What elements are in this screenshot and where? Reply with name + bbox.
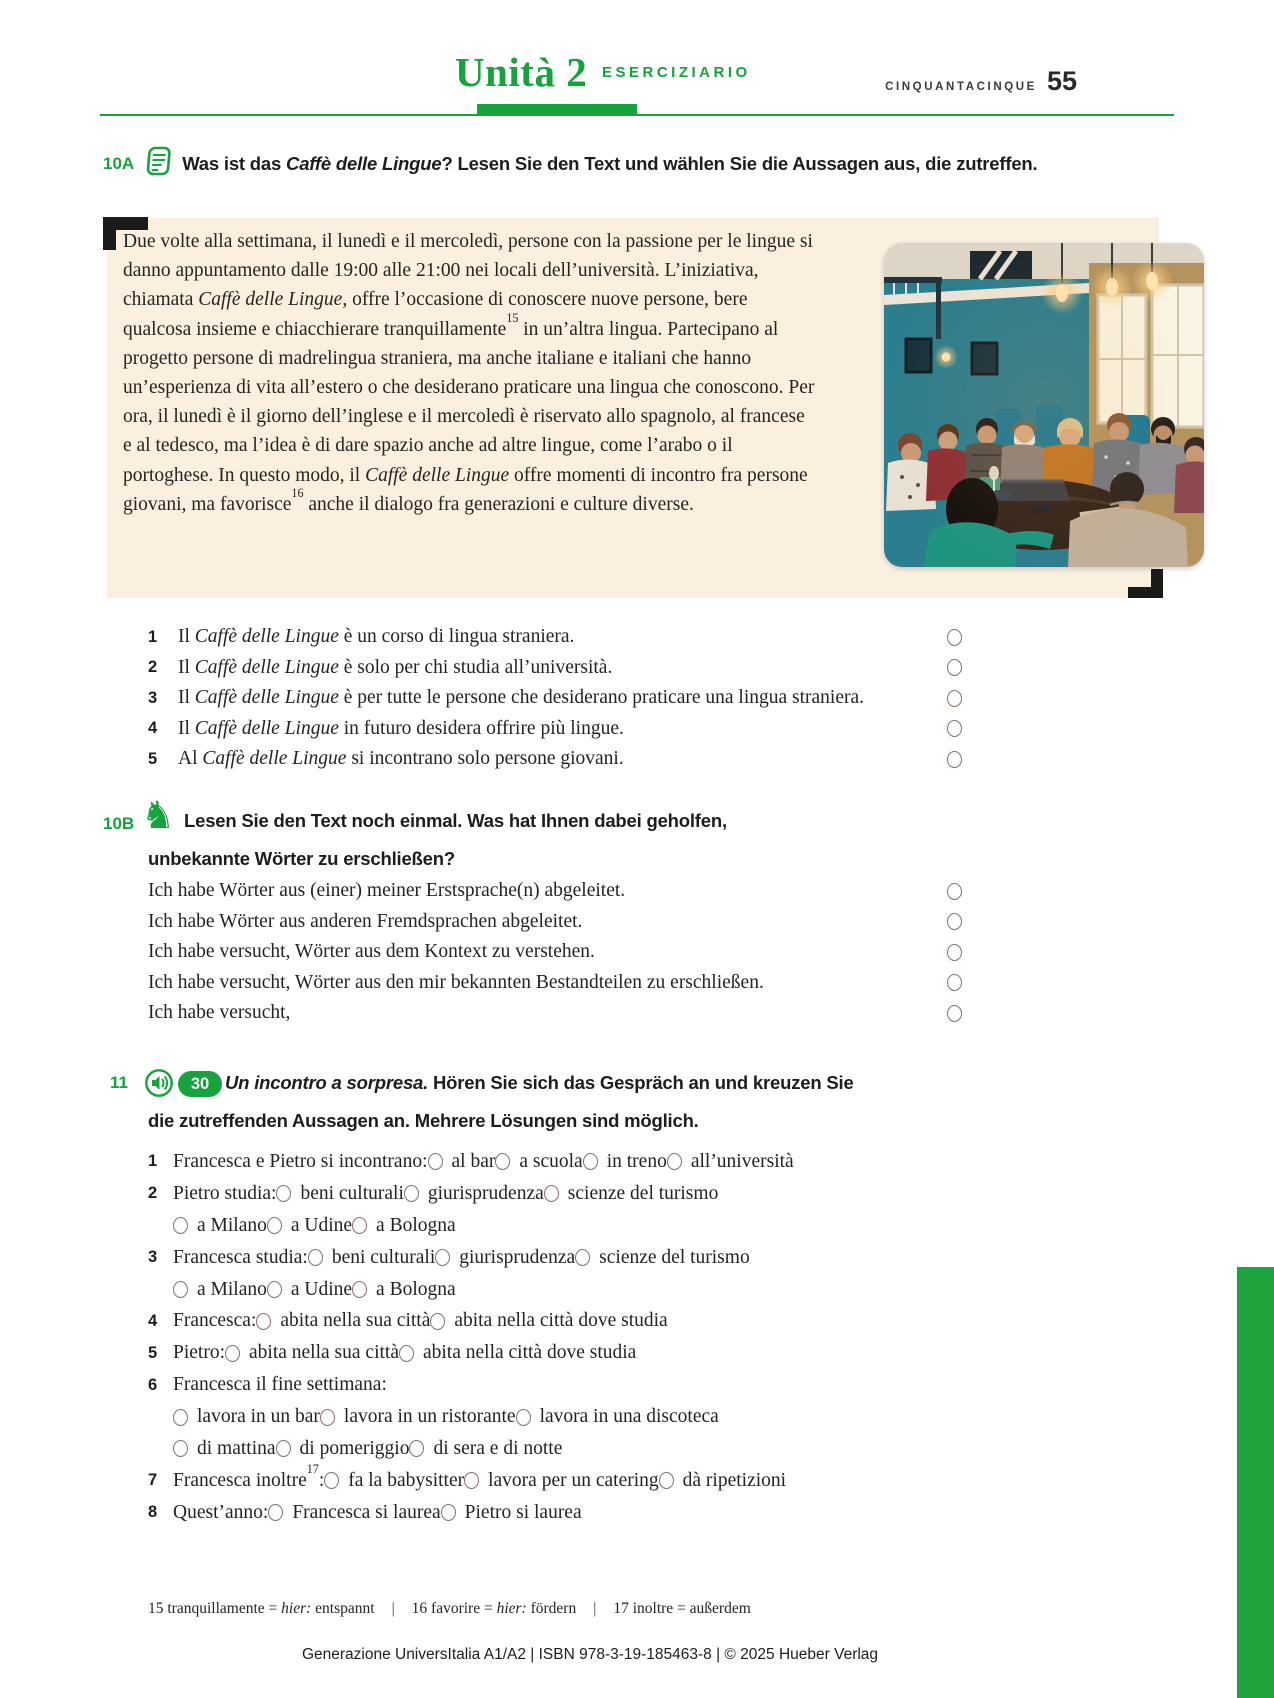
mc-option-label: giurisprudenza	[459, 1246, 576, 1268]
mc-option-label: a Milano	[197, 1214, 267, 1236]
mc-option-label: in treno	[606, 1150, 667, 1172]
strategy-option-row	[148, 907, 962, 938]
radio-circle[interactable]	[441, 1504, 456, 1521]
mc-row-number: 5	[148, 1343, 158, 1362]
mc-option[interactable]	[267, 1279, 352, 1301]
exercise-11-title-rest: Hören Sie sich das Gespräch an und kreuzen Sie	[428, 1072, 854, 1093]
radio-circle[interactable]	[409, 1440, 424, 1457]
mc-option-label: a Bologna	[376, 1278, 456, 1300]
mc-row-label: Francesca:	[173, 1310, 257, 1332]
mc-option-label: abita nella sua città	[249, 1342, 399, 1364]
mc-row-number: 6	[148, 1375, 158, 1394]
mc-option-label: al bar	[451, 1150, 496, 1172]
mc-option[interactable]	[516, 1406, 719, 1428]
mc-option[interactable]	[435, 1247, 575, 1269]
mc-row-label: Francesca inoltre$^{17}$:	[173, 1461, 325, 1491]
radio-circle[interactable]	[667, 1153, 682, 1170]
mc-option[interactable]	[352, 1215, 456, 1237]
radio-circle[interactable]	[173, 1217, 188, 1234]
mc-option-label: di pomeriggio	[299, 1437, 410, 1459]
mc-option[interactable]	[399, 1342, 636, 1364]
mc-option-label: giurisprudenza	[427, 1182, 544, 1204]
mc-option-label: all’università	[690, 1150, 794, 1172]
exercise-number-10a: 10A	[103, 153, 135, 173]
mc-row	[148, 1146, 1160, 1178]
mc-option[interactable]	[267, 1215, 352, 1237]
statement-number: 2	[148, 658, 158, 677]
mc-option[interactable]	[276, 1183, 403, 1205]
strategy-option-list	[148, 876, 962, 1029]
unit-title: Unità 2	[455, 49, 588, 95]
mc-option[interactable]	[409, 1438, 562, 1460]
exercise-number-10b: 10B	[103, 814, 135, 833]
mc-option-label: lavora in una discoteca	[539, 1406, 719, 1428]
radio-circle[interactable]	[947, 751, 962, 768]
mc-option[interactable]	[495, 1151, 582, 1173]
radio-circle[interactable]	[575, 1249, 590, 1266]
radio-circle[interactable]	[947, 659, 962, 676]
mc-option-label: beni culturali	[300, 1182, 404, 1204]
mc-option[interactable]	[256, 1310, 430, 1332]
statement-row	[148, 683, 962, 714]
mc-option[interactable]	[173, 1438, 276, 1460]
mc-row	[148, 1178, 1160, 1210]
radio-circle[interactable]	[267, 1217, 282, 1234]
radio-circle[interactable]	[267, 1281, 282, 1298]
mc-option-label: di mattina	[197, 1437, 276, 1459]
exercise-11-title-line1	[225, 1072, 854, 1094]
statement-text: Il Caffè delle Lingue è per tutte le persone che desiderano praticare una lingua straniera.	[178, 687, 865, 709]
statement-number: 3	[148, 688, 158, 707]
strategy-option-row	[148, 998, 962, 1029]
statement-number: 1	[148, 627, 158, 646]
mc-row-label: Pietro:	[173, 1342, 225, 1364]
mc-option-label: di sera e di notte	[433, 1437, 563, 1459]
radio-circle[interactable]	[947, 974, 962, 991]
imprint-line: Generazione UniversItalia A1/A2 | ISBN 978-3-19-185463-8 | © 2025 Hueber Verlag	[301, 1646, 879, 1663]
statement-text: Al Caffè delle Lingue si incontrano solo persone giovani.	[178, 748, 624, 770]
mc-row	[148, 1242, 1160, 1274]
exercise-11-title-line2: die zutreffenden Aussagen an. Mehrere Lösungen sind möglich.	[148, 1110, 699, 1131]
chess-knight-icon: ♞	[141, 793, 176, 837]
mc-option-label: a Udine	[290, 1278, 353, 1300]
radio-circle[interactable]	[404, 1185, 419, 1202]
radio-circle[interactable]	[324, 1472, 339, 1489]
exercise-10a-header	[103, 146, 1037, 181]
statement-row	[148, 744, 962, 775]
radio-circle[interactable]	[435, 1249, 450, 1266]
mc-option-label: lavora in un ristorante	[343, 1406, 516, 1428]
mc-option-label: a Milano	[197, 1278, 267, 1300]
mc-row	[148, 1497, 1160, 1529]
mc-option[interactable]	[667, 1151, 794, 1173]
mc-option[interactable]	[659, 1470, 786, 1492]
radio-circle[interactable]	[947, 1005, 962, 1022]
mc-row-number: 4	[148, 1311, 158, 1330]
mc-option-label: abita nella sua città	[280, 1310, 431, 1332]
strategy-option-row	[148, 876, 962, 907]
mc-row-label: Pietro studia:	[173, 1182, 277, 1204]
mc-row-label: Quest’anno:	[173, 1501, 269, 1523]
mc-option-label: abita nella città dove studia	[422, 1342, 637, 1364]
reading-paragraph: Due volte alla settimana, il lunedì e il mercoledì, persone con la passione per le lingue si danno appuntamento dalle 19:00 alle 21:00 nei locali dell’università. L’iniziativa, chiamata Caffè delle Lingue, offre l’occasione di conoscere nuove persone, bere qualcosa insieme e chiacchierare tranquillamente$^{15}$ in un’altra lingua. Partecipano al progetto persone di madrelingua straniera, ma anche italiane e italiani che hanno un’esperienza di vita all’estero o che desiderano praticare una lingua che conoscono. Per ora, il lunedì è il giorno dell’inglese e il mercoledì è riservato allo spagnolo, al francese e al tedesco, ma l’idea è di dare spazio anche ad altre lingue, come l’arabo o il portoghese. In questo modo, il Caffè delle Lingue offre momenti di incontro fra persone giovani, ma favorisce$^{16}$ anche il dialogo fra generazioni e culture diverse.	[123, 231, 815, 515]
mc-row	[148, 1337, 1160, 1369]
radio-circle[interactable]	[399, 1345, 414, 1362]
mc-option[interactable]	[320, 1406, 516, 1428]
mc-row	[148, 1369, 1160, 1401]
mc-option[interactable]	[276, 1438, 410, 1460]
speaker-icon	[144, 1068, 174, 1103]
mc-row-label: Francesca il fine settimana:	[173, 1374, 387, 1396]
strategy-option-text: Ich habe Wörter aus anderen Fremdsprachen abgeleitet.	[148, 910, 583, 932]
statement-list	[148, 622, 962, 775]
strategy-option-text: Ich habe versucht, Wörter aus den mir bekannten Bestandteilen zu erschließen.	[148, 971, 764, 993]
mc-option-label: a Bologna	[376, 1214, 456, 1236]
frame-corner-top-left	[103, 217, 148, 250]
header-rule	[100, 114, 1174, 116]
mc-row-label: Francesca e Pietro si incontrano:	[173, 1150, 428, 1172]
radio-circle[interactable]	[276, 1440, 291, 1457]
footnotes: 15 tranquillamente = hier: entspannt | 16 favorire = hier: fördern | 17 inoltre = außerdem	[148, 1600, 751, 1617]
mc-row	[148, 1433, 1160, 1465]
mc-option[interactable]	[464, 1470, 659, 1492]
radio-circle[interactable]	[947, 720, 962, 737]
mc-row	[148, 1274, 1160, 1306]
mc-option[interactable]	[428, 1151, 496, 1173]
mc-option-label: a scuola	[519, 1150, 583, 1172]
mc-row-number: 2	[148, 1184, 158, 1203]
mc-option[interactable]	[583, 1151, 667, 1173]
radio-circle[interactable]	[495, 1153, 510, 1170]
radio-circle[interactable]	[276, 1185, 291, 1202]
radio-circle[interactable]	[583, 1153, 598, 1170]
mc-row	[148, 1210, 1160, 1242]
page-number-word: CINQUANTACINQUE	[885, 81, 1037, 93]
radio-circle[interactable]	[947, 913, 962, 930]
statement-text: Il Caffè delle Lingue è solo per chi studia all’università.	[178, 656, 613, 678]
radio-circle[interactable]	[173, 1281, 188, 1298]
mc-option[interactable]	[225, 1342, 399, 1364]
mc-row	[148, 1461, 1160, 1497]
document-icon	[144, 146, 173, 181]
mc-row-number: 8	[148, 1503, 158, 1522]
radio-circle[interactable]	[947, 944, 962, 961]
radio-circle[interactable]	[225, 1345, 240, 1362]
radio-circle[interactable]	[516, 1409, 531, 1426]
cafe-photo	[884, 243, 1204, 567]
mc-option[interactable]	[352, 1279, 456, 1301]
radio-circle[interactable]	[947, 883, 962, 900]
mc-row-number: 7	[148, 1471, 158, 1490]
exercise-11-title-italic: Un incontro a sorpresa.	[225, 1072, 429, 1093]
radio-circle[interactable]	[428, 1153, 443, 1170]
mc-row	[148, 1305, 1160, 1337]
statement-number: 4	[148, 719, 158, 738]
mc-row-number: 1	[148, 1152, 158, 1171]
statement-text: Il Caffè delle Lingue in futuro desidera offrire più lingue.	[178, 717, 624, 739]
strategy-option-text: Ich habe Wörter aus (einer) meiner Erstsprache(n) abgeleitet.	[148, 880, 626, 902]
strategy-option-text: Ich habe versucht,	[148, 1002, 291, 1024]
mc-option-label: scienze del turismo	[567, 1182, 719, 1204]
exercise-number-11: 11	[110, 1073, 128, 1092]
strategy-option-text: Ich habe versucht, Wörter aus dem Kontext zu verstehen.	[148, 941, 595, 963]
statement-row	[148, 653, 962, 684]
radio-circle[interactable]	[268, 1504, 283, 1521]
mc-row	[148, 1401, 1160, 1433]
exercise-10b-title-line1: Lesen Sie den Text noch einmal. Was hat Ihnen dabei geholfen,	[184, 810, 727, 831]
radio-circle[interactable]	[320, 1409, 335, 1426]
statement-row	[148, 622, 962, 653]
mc-option[interactable]	[268, 1502, 440, 1524]
mc-option[interactable]	[430, 1310, 667, 1332]
mc-option-label: dà ripetizioni	[682, 1469, 787, 1491]
strategy-option-row	[148, 968, 962, 999]
mc-option-label: Francesca si laurea	[292, 1501, 441, 1523]
exercise-10a-title: Was ist das Caffè delle Lingue? Lesen Sie den Text und wählen Sie die Aussagen aus, die zutreffen.	[182, 152, 1038, 174]
mc-option-label: fa la babysitter	[348, 1469, 465, 1491]
mc-option-label: beni culturali	[331, 1246, 436, 1268]
statement-number: 5	[148, 749, 158, 768]
multiple-choice-block	[148, 1146, 1160, 1529]
mc-option[interactable]	[441, 1502, 582, 1524]
mc-option-label: abita nella città dove studia	[454, 1310, 668, 1332]
audio-track-badge[interactable]: 30	[178, 1071, 222, 1097]
mc-row-label: Francesca studia:	[173, 1246, 308, 1268]
mc-option-label: lavora per un catering	[488, 1469, 659, 1491]
mc-option[interactable]	[173, 1406, 320, 1428]
radio-circle[interactable]	[308, 1249, 323, 1266]
mc-option[interactable]	[173, 1215, 267, 1237]
radio-circle[interactable]	[352, 1281, 367, 1298]
mc-option-label: Pietro si laurea	[464, 1501, 582, 1523]
radio-circle[interactable]	[430, 1313, 445, 1330]
radio-circle[interactable]	[256, 1313, 271, 1330]
page-edge-tab	[1237, 1267, 1274, 1698]
mc-option[interactable]	[173, 1279, 267, 1301]
page-folio	[885, 66, 1077, 97]
mc-option[interactable]	[575, 1247, 750, 1269]
exercise-10b-title-line2: unbekannte Wörter zu erschließen?	[148, 848, 455, 869]
radio-circle[interactable]	[947, 629, 962, 646]
mc-option-label: lavora in un bar	[197, 1406, 320, 1428]
mc-option-label: scienze del turismo	[599, 1246, 750, 1268]
frame-corner-bottom-right	[1128, 569, 1163, 598]
statement-row	[148, 714, 962, 745]
radio-circle[interactable]	[659, 1472, 674, 1489]
radio-circle[interactable]	[947, 690, 962, 707]
statement-text: Il Caffè delle Lingue è un corso di lingua straniera.	[178, 626, 575, 648]
radio-circle[interactable]	[464, 1472, 479, 1489]
page-number: 55	[1046, 66, 1077, 96]
mc-option[interactable]	[544, 1183, 719, 1205]
mc-option[interactable]	[404, 1183, 544, 1205]
radio-circle[interactable]	[352, 1217, 367, 1234]
section-label: ESERCIZIARIO	[602, 64, 751, 81]
mc-option[interactable]	[308, 1247, 435, 1269]
mc-option[interactable]	[324, 1470, 464, 1492]
radio-circle[interactable]	[173, 1409, 188, 1426]
mc-option-label: a Udine	[290, 1214, 353, 1236]
radio-circle[interactable]	[173, 1440, 188, 1457]
mc-row-number: 3	[148, 1248, 158, 1267]
strategy-option-row	[148, 937, 962, 968]
radio-circle[interactable]	[544, 1185, 559, 1202]
